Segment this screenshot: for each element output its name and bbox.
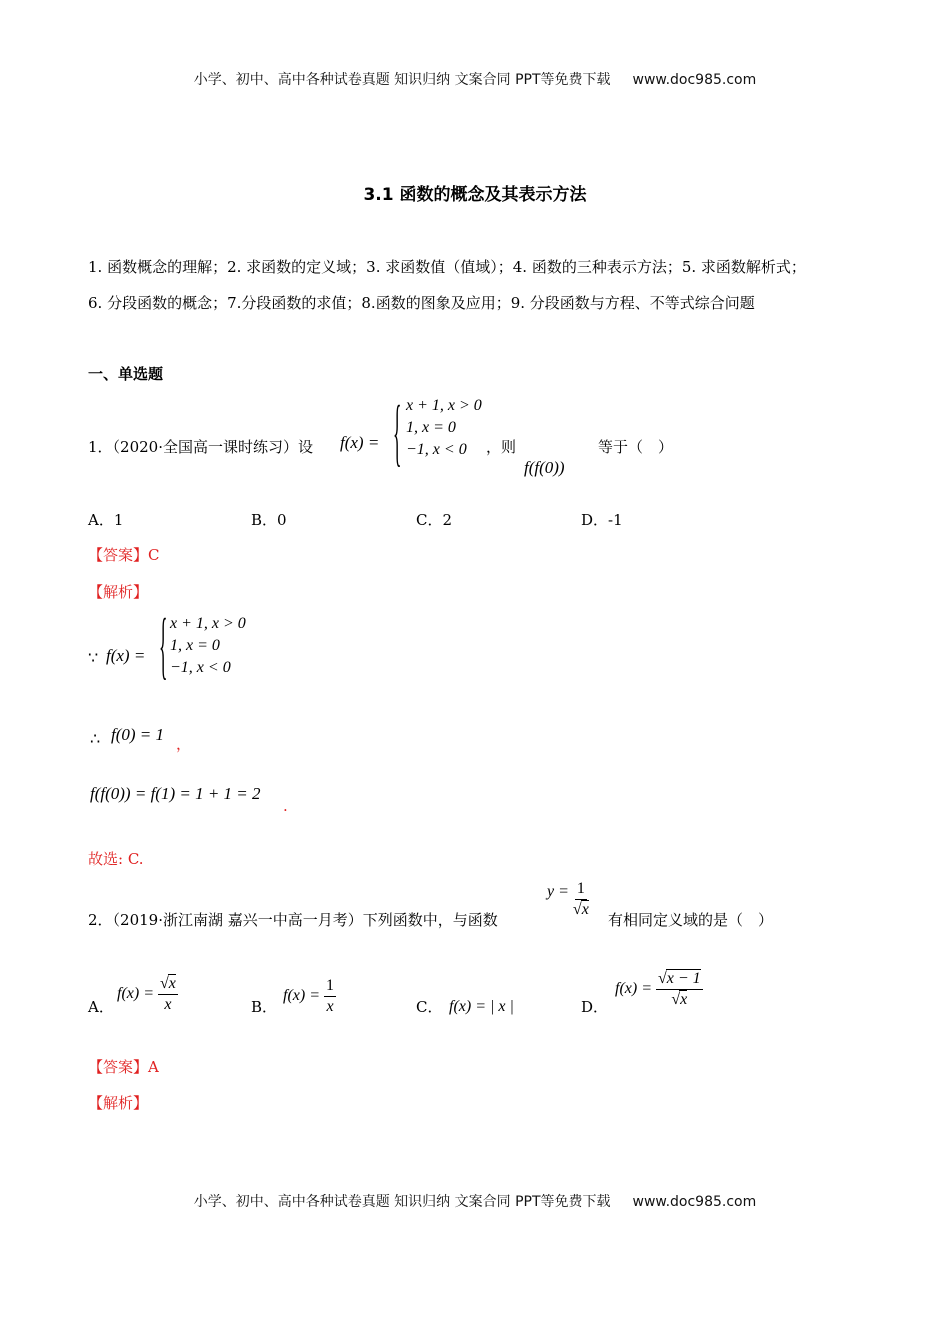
sol-line-1: f(0) = 1 [111,725,165,744]
q1-cases [406,397,482,459]
q2-option-c-label: C． [416,998,443,1016]
q1-answer-label: 【答案】 [88,546,149,564]
sol-case-2: 1, x = 0 [170,637,220,654]
q1-number: 1． [88,438,113,456]
q2-b-den: x [326,997,334,1015]
header-site-link[interactable]: www.doc985.com [632,72,757,88]
sol-line-2: f(f(0)) = f(1) = 1 + 1 = 2 [90,784,261,803]
q2-d-num: x − 1 [666,970,701,987]
sol-comma: ， [176,735,192,753]
q2-answer-label: 【答案】 [88,1058,149,1076]
q2-a-frac: $\frac{√x}{x}$ [160,975,176,1013]
q1-stem [88,436,313,457]
q2-a-den: x [164,995,172,1013]
q2-y-frac: $\frac{1}{√x}$ [572,880,589,918]
q1-expr: f(f(0)) [524,458,565,477]
q1-case-3: −1, x < 0 [406,441,467,458]
q2-y-lhs: y = [547,883,569,901]
q1-option-a: A．1 [88,511,124,529]
topics-line-2: 6. 分段函数的概念；7.分段函数的求值；8.函数的图象及应用；9. 分段函数与方程、不等式综合问题 [88,294,755,312]
q2-answer [88,1056,159,1077]
q2-analysis-label: 【解析】 [88,1094,149,1112]
q1-option-b: B．0 [251,511,287,529]
q2-stem-b: 有相同定义域的是（ ） [608,911,774,929]
sol-fx-lhs: f(x) = [106,646,146,665]
section-heading: 一、单选题 [88,365,164,383]
page-title: 3.1 函数的概念及其表示方法 [363,185,587,205]
q2-y-den: x [581,900,589,918]
q1-answer-value: C [148,546,160,564]
q1-option-d: D．-1 [581,511,623,529]
q1-case-2: 1, x = 0 [406,419,456,436]
q1-choose: 故选: C. [88,850,144,868]
q2-stem [88,909,498,930]
header-text: 小学、初中、高中各种试卷真题 知识归纳 文案合同 PPT等免费下载 [193,72,611,88]
page-footer [0,1191,950,1211]
because-symbol: ∵ [88,650,99,667]
q1-tail: 等于（ ） [598,438,674,456]
q2-option-a-label: A． [88,998,114,1016]
q2-b-frac [324,977,336,1015]
q2-a-lhs: f(x) = [117,985,154,1003]
q2-option-d [615,970,703,1008]
q1-option-c: C．2 [416,511,453,529]
q2-option-c: f(x) = | x | [449,998,514,1015]
q1-source: （2020·全国高一课时练习）设 [112,438,313,456]
q1-analysis-label: 【解析】 [88,583,149,601]
q2-option-a [117,975,178,1013]
q1-answer [88,544,160,565]
sol-brace: { [159,601,168,687]
q2-a-num: x [168,975,176,992]
q2-option-b [283,977,336,1015]
sol-case-3: −1, x < 0 [170,659,231,676]
q2-d-lhs: f(x) = [615,980,652,998]
q2-b-lhs: f(x) = [283,987,320,1005]
topics-line-1: 1. 函数概念的理解；2. 求函数的定义域；3. 求函数值（值域）；4. 函数的三种表示方法；5. 求函数解析式； [88,258,806,276]
sol-cases [170,615,246,677]
sol-period: . [283,797,288,815]
q1-brace: { [393,388,402,474]
q2-y-formula [547,880,589,918]
q2-number: 2． [88,911,113,929]
footer-site-link[interactable]: www.doc985.com [632,1194,757,1210]
q2-d-den: x [680,990,688,1008]
q2-y-num: 1 [575,880,587,900]
q1-fx-lhs: f(x) = [340,433,380,452]
q1-case-1: x + 1, x > 0 [406,397,482,414]
page-header [0,69,950,89]
footer-text: 小学、初中、高中各种试卷真题 知识归纳 文案合同 PPT等免费下载 [193,1194,611,1210]
q2-b-num: 1 [324,977,336,997]
q2-answer-value: A [148,1058,159,1076]
q1-mid-text: ，则 [486,438,517,456]
q2-d-frac: $\frac{√x - 1}{√x}$ [658,970,701,1008]
sol-case-1: x + 1, x > 0 [170,615,246,632]
therefore-symbol: ∴ [90,731,101,748]
q2-stem-a: （2019·浙江南湖 嘉兴一中高一月考）下列函数中，与函数 [112,911,498,929]
q2-option-d-label: D． [581,998,609,1016]
q2-option-b-label: B． [251,998,278,1016]
